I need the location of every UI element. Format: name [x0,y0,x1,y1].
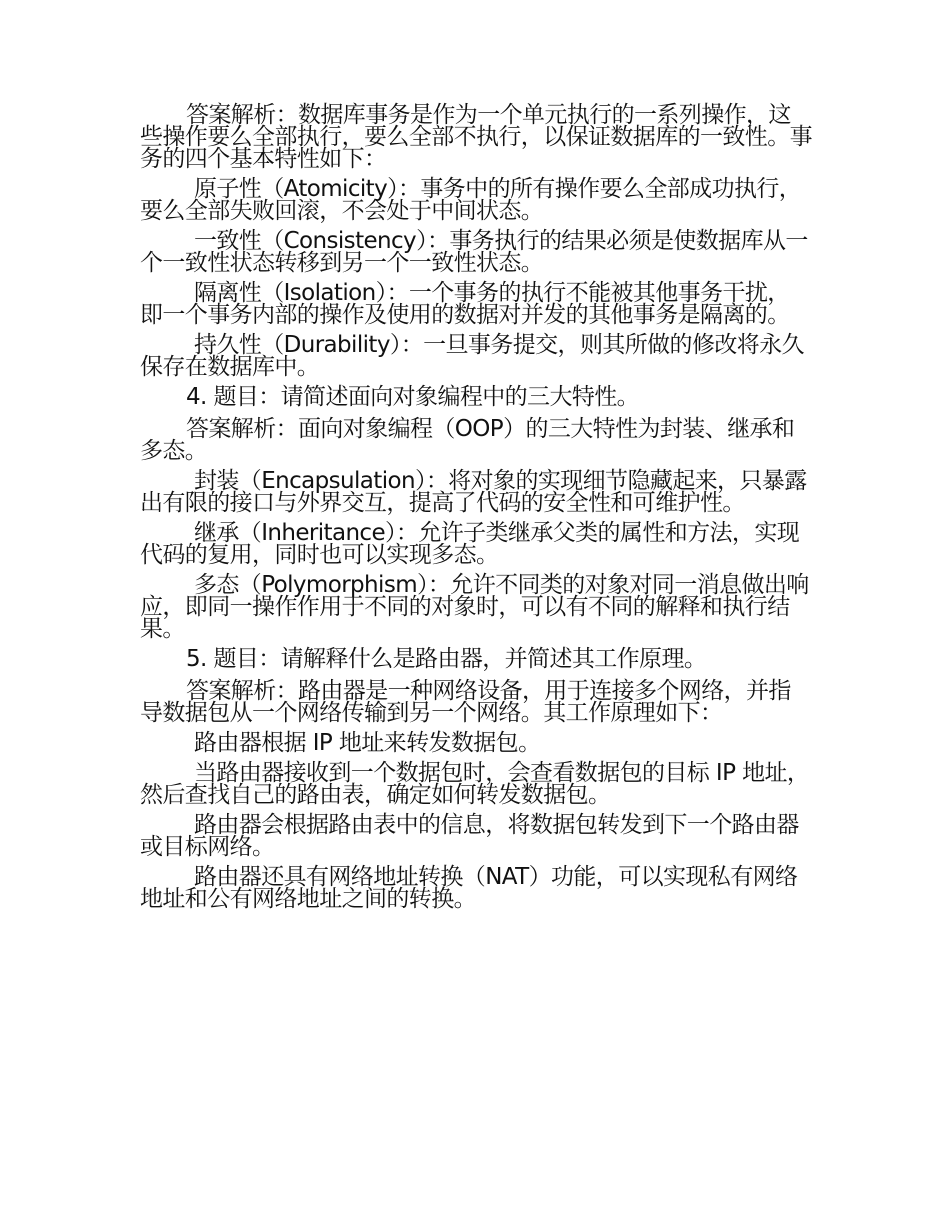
answer-paragraph-oop: 答案解析：面向对象编程（OOP）的三大特性为封装、继承和多态。 [140,416,795,464]
point-polymorphism: 多态（Polymorphism）：允许不同类的对象对同一消息做出响应，即同一操作作用于不同的对象时，可以有不同的解释和执行结果。 [140,572,809,642]
document-body [140,104,812,918]
point-router-next-hop: 路由器会根据路由表中的信息，将数据包转发到下一个路由器或目标网络。 [140,812,799,860]
point-encapsulation: 封装（Encapsulation）：将对象的实现细节隐藏起来，只暴露出有限的接口与外界交互，提高了代码的安全性和可维护性。 [140,468,807,516]
point-inheritance: 继承（Inheritance）：允许子类继承父类的属性和方法，实现代码的复用，同时也可以实现多态。 [140,520,800,568]
point-router-lookup: 当路由器接收到一个数据包时，会查看数据包的目标 IP 地址，然后查找自己的路由表，确定如何转发数据包。 [140,760,810,808]
answer-paragraph-router: 答案解析：路由器是一种网络设备，用于连接多个网络，并指导数据包从一个网络传输到另一个网络。其工作原理如下： [140,678,791,726]
point-router-ip-forwarding: 路由器根据 IP 地址来转发数据包。 [194,730,541,756]
point-atomicity: 原子性（Atomicity）：事务中的所有操作要么全部成功执行，要么全部失败回滚，不会处于中间状态。 [140,176,802,224]
point-router-nat: 路由器还具有网络地址转换（NAT）功能，可以实现私有网络地址和公有网络地址之间的转换。 [140,864,798,912]
answer-paragraph-transaction: 答案解析：数据库事务是作为一个单元执行的一系列操作，这些操作要么全部执行，要么全部不执行，以保证数据库的一致性。事务的四个基本特性如下： [140,102,813,172]
question-5: 5. 题目：请解释什么是路由器，并简述其工作原理。 [186,646,707,672]
question-4: 4. 题目：请简述面向对象编程中的三大特性。 [186,384,640,410]
point-durability: 持久性（Durability）：一旦事务提交，则其所做的修改将永久保存在数据库中。 [140,332,804,380]
point-isolation: 隔离性（Isolation）：一个事务的执行不能被其他事务干扰，即一个事务内部的操作及使用的数据对并发的其他事务是隔离的。 [140,280,790,328]
point-consistency: 一致性（Consistency）：事务执行的结果必须是使数据库从一个一致性状态转移到另一个一致性状态。 [140,228,808,276]
